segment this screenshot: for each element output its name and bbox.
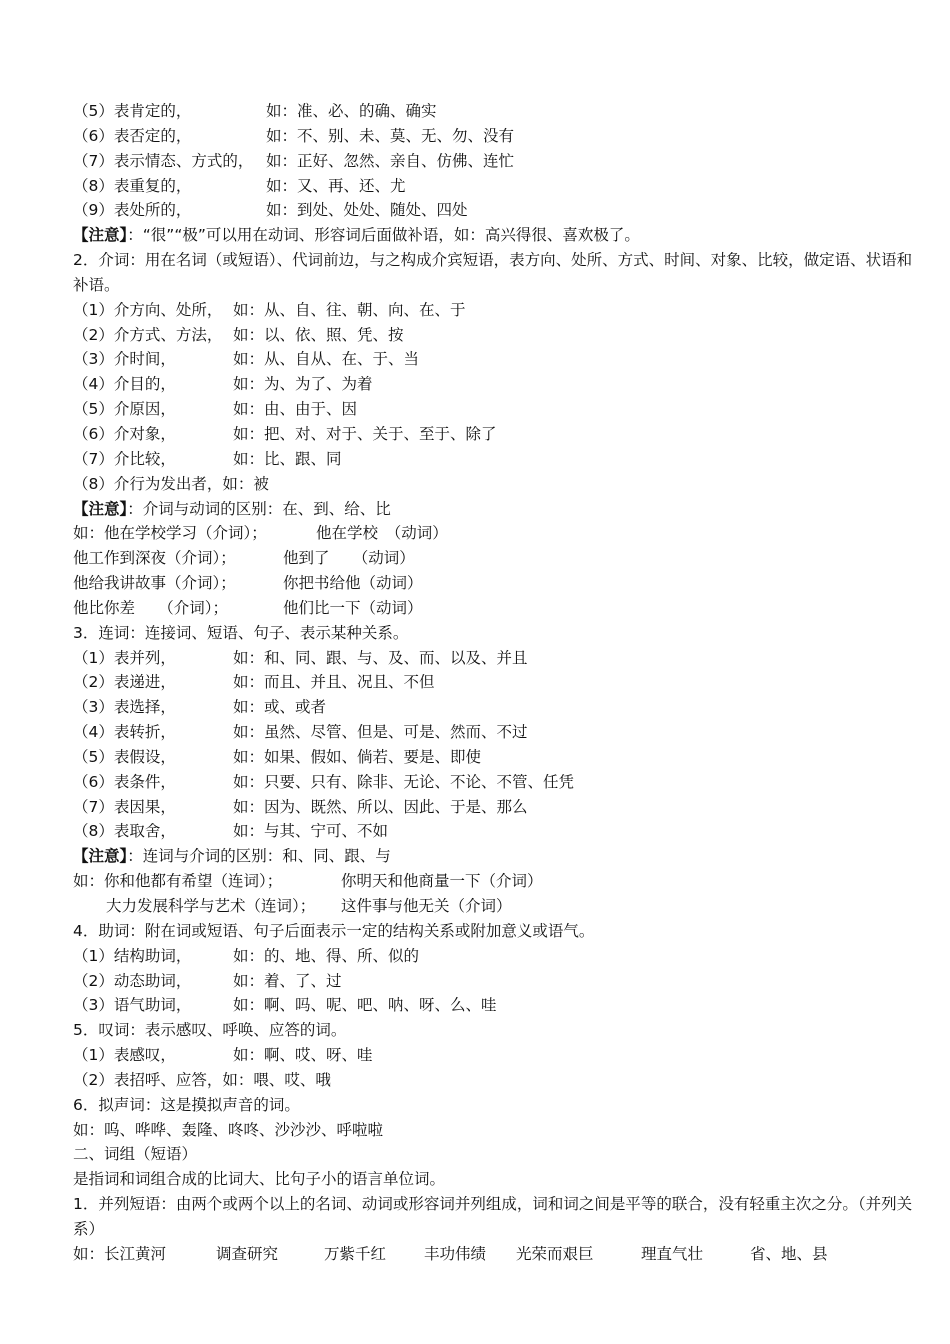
pair-conj-example: 大力发展科学与艺术（连词）； [106,897,316,915]
adverb-item-8 [73,174,925,199]
prep-item-1 [73,298,925,323]
item-examples: 如：如果、假如、倘若、要是、即使 [233,747,482,766]
pair-verb-example: 你把书给他（动词） [283,574,423,593]
prep-item-4 [73,372,925,397]
coord-example: 如：长江黄河 [73,1244,167,1263]
coord-example: 万紫千红 [324,1244,387,1263]
note-text: ：“很”“极”可以用在动词、形容词后面做补语，如：高兴得很、喜欢极了。 [127,226,640,245]
prep-item-6 [73,422,925,447]
item-examples: 如：不、别、未、莫、无、勿、没有 [266,126,515,145]
prep-pair-2 [73,546,925,571]
prep-pair-1 [73,521,925,546]
section2-title: 二、词组（短语） [73,1145,198,1164]
pair-verb-example: 他们比一下（动词） [283,598,423,617]
adverb-note [73,223,925,248]
pair-prep-example: 如：他在学校学习（介词）； [73,524,267,543]
item-label: （7）表因果， [73,797,176,816]
item-label: （2）动态助词， [73,971,192,990]
item-examples: 如：由、由于、因 [233,400,358,419]
item-label: （5）表肯定的， [73,102,192,120]
prep-pair-3 [73,571,925,596]
prep-item-2 [73,323,925,348]
pair-prep-example: 他比你差 （介词）； [73,598,229,617]
item-label: （2）表递进， [73,673,176,692]
item-examples: 如：从、自、往、朝、向、在、于 [233,300,466,319]
conj-item-7 [73,795,925,820]
item-label: （1）表并列， [73,648,176,667]
note-text: ：介词与动词的区别：在、到、给、比 [127,499,391,518]
conj-pair-2 [73,894,925,919]
item-label: （9）表处所的， [73,201,192,220]
aux-item-2 [73,969,925,994]
prep-item-3 [73,347,925,372]
item-examples: 如：比、跟、同 [233,449,342,468]
prep-note [73,497,925,522]
item-examples: 如：正好、忽然、亲自、仿佛、连忙 [266,151,515,170]
item-label: （5）表假设， [73,747,176,766]
conj-item-4 [73,720,925,745]
item-label: （3）介时间， [73,350,176,369]
aux-heading: 4．助词：附在词或短语、句子后面表示一定的结构关系或附加意义或语气。 [73,921,595,940]
adverb-item-6 [73,124,925,149]
item-examples: 如：又、再、还、尤 [266,176,406,195]
item-label: （6）表否定的， [73,126,192,145]
item-label: （1）介方向、处所， [73,300,223,319]
conj-pair-1 [73,869,925,894]
adverb-item-7 [73,149,925,174]
item-label: （5）介原因， [73,400,176,419]
item-label: （2）介方式、方法， [73,325,223,344]
item-label: （7）介比较， [73,449,176,468]
prep-item-5 [73,397,925,422]
item-examples: 如：从、自从、在、于、当 [233,350,420,369]
note-tag: 【注意】 [73,499,128,518]
item-examples: 如：着、了、过 [233,971,342,990]
ono-heading: 6．拟声词：这是摸拟声音的词。 [73,1095,300,1114]
item-examples: 如：啊、哎、呀、哇 [233,1046,373,1065]
prep-item-8 [73,472,925,497]
adverb-item-5 [73,99,925,124]
item-label: （2）表招呼、应答， [73,1070,223,1089]
prep-item-7 [73,447,925,472]
item-examples: 如：而且、并且、况且、不但 [233,673,435,692]
coord-example: 省、地、县 [750,1244,828,1263]
coord-example: 光荣而艰巨 [516,1244,594,1263]
item-label: （4）表转折， [73,723,176,742]
conj-item-8 [73,819,925,844]
conj-note [73,844,925,869]
item-label: （3）表选择， [73,698,176,717]
item-label: （4）介目的， [73,375,176,394]
item-examples: 如：准、必、的确、确实 [266,102,437,120]
item-examples: 如：到处、处处、随处、四处 [266,201,468,220]
pair-conj-example: 如：你和他都有希望（连词）； [73,872,283,891]
pair-prep-example: 他给我讲故事（介词）； [73,574,236,593]
conj-item-2 [73,670,925,695]
prep-heading: 2．介词：用在名词（或短语）、代词前边，与之构成介宾短语，表方向、处所、方式、时间、对象、比较，做定语、状语和补语。 [73,251,913,294]
note-tag: 【注意】 [73,847,128,866]
item-label: （1）表感叹， [73,1046,176,1065]
document-page [73,99,925,1267]
item-examples: 如：以、依、照、凭、按 [233,325,404,344]
item-label: （1）结构助词， [73,946,192,965]
item-label: （8）表取舍， [73,822,176,841]
pair-verb-example: 他到了 （动词） [283,549,415,568]
note-text: ：连词与介词的区别：和、同、跟、与 [127,847,391,866]
item-examples: 如：虽然、尽管、但是、可是、然而、不过 [233,723,528,742]
conj-item-1 [73,646,925,671]
prep-pair-4 [73,596,925,621]
interj-item-1 [73,1043,925,1068]
item-examples: 如：的、地、得、所、似的 [233,946,420,965]
pair-prep-example: 他工作到深夜（介词）； [73,549,236,568]
note-tag: 【注意】 [73,226,128,245]
coord-heading: 1．并列短语：由两个或两个以上的名词、动词或形容词并列组成，词和词之间是平等的联合，没有轻重主次之分。（并列关系） [73,1195,913,1238]
section2-intro: 是指词和词组合成的比词大、比句子小的语言单位词。 [73,1170,446,1189]
coord-example: 调查研究 [216,1244,279,1263]
item-examples: 如：把、对、对于、关于、至于、除了 [233,424,497,443]
conj-heading: 3．连词：连接词、短语、句子、表示某种关系。 [73,623,409,642]
pair-prep-example: 这件事与他无关（介词） [341,897,512,915]
coord-example: 丰功伟绩 [424,1244,487,1263]
conj-item-6 [73,770,925,795]
item-label: （6）介对象， [73,424,176,443]
item-label: （8）介行为发出者， [73,474,223,493]
aux-item-3 [73,993,925,1018]
item-label: （6）表条件， [73,772,176,791]
pair-verb-example: 他在学校 （动词） [316,524,448,543]
conj-item-3 [73,695,925,720]
item-examples: 如：或、或者 [233,698,327,717]
conj-item-5 [73,745,925,770]
item-examples: 如：和、同、跟、与、及、而、以及、并且 [233,648,528,667]
coord-example: 理直气壮 [641,1244,704,1263]
pair-prep-example: 你明天和他商量一下（介词） [341,872,543,891]
aux-item-1 [73,944,925,969]
item-label: （3）语气助词， [73,996,192,1015]
interj-item-2 [73,1068,925,1093]
item-examples: 如：为、为了、为着 [233,375,373,394]
item-examples: 如：啊、吗、呢、吧、呐、呀、么、哇 [233,996,497,1015]
item-examples: 如：与其、宁可、不如 [233,822,389,841]
item-label: （8）表重复的， [73,176,192,195]
adverb-item-9 [73,198,925,223]
item-examples: 如：只要、只有、除非、无论、不论、不管、任凭 [233,772,575,791]
item-label: （7）表示情态、方式的， [73,151,254,170]
coord-examples [73,1242,925,1267]
ono-examples: 如：呜、哗哗、轰隆、咚咚、沙沙沙、呼啦啦 [73,1120,384,1139]
interj-heading: 5．叹词：表示感叹、呼唤、应答的词。 [73,1021,347,1040]
item-examples: 如：被 [222,474,269,493]
item-examples: 如：因为、既然、所以、因此、于是、那么 [233,797,528,816]
item-examples: 如：喂、哎、哦 [222,1070,331,1089]
